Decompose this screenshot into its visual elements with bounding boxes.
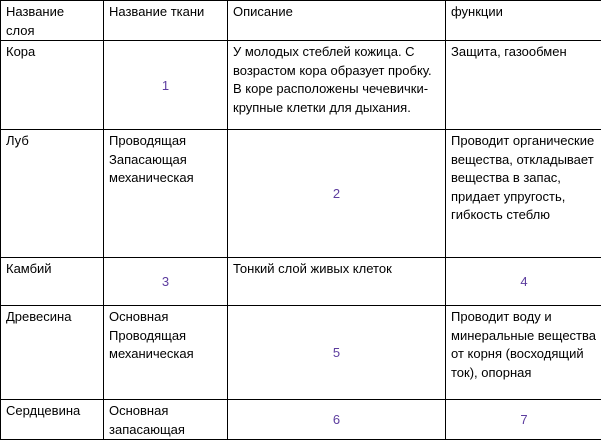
header-description: Описание (228, 1, 446, 41)
cell-functions: Проводит воду и минеральные вещества от корня (восходящий ток), опорная (446, 306, 601, 400)
cell-layer: Луб (1, 130, 104, 258)
header-tissue-name: Название ткани (104, 1, 228, 41)
cell-description-blank-number: 6 (228, 400, 446, 440)
table-row (1, 306, 601, 400)
header-functions: функции (446, 1, 601, 41)
cell-functions: Проводит органические вещества, откладывает вещества в запас, придает упругость, гибкость стеблю (446, 130, 601, 258)
cell-description: У молодых стеблей кожица. С возрастом кора образует пробку. В коре расположены чечевички- крупные клетки для дыхания. (228, 41, 446, 130)
cell-functions-blank-number: 4 (446, 258, 601, 306)
cell-tissue: Основная запасающая (104, 400, 228, 440)
cell-tissue: Основная Проводящая механическая (104, 306, 228, 400)
cell-layer: Кора (1, 41, 104, 130)
header-layer-name: Название слоя (1, 1, 104, 41)
cell-layer: Древесина (1, 306, 104, 400)
cell-layer: Сердцевина (1, 400, 104, 440)
cell-tissue: Проводящая Запасающая механическая (104, 130, 228, 258)
table-row (1, 258, 601, 306)
table-header-row (1, 1, 601, 41)
cell-description: Тонкий слой живых клеток (228, 258, 446, 306)
cell-tissue-blank-number: 3 (104, 258, 228, 306)
table-row (1, 130, 601, 258)
cell-functions: Защита, газообмен (446, 41, 601, 130)
cell-functions-blank-number: 7 (446, 400, 601, 440)
cell-tissue-blank-number: 1 (104, 41, 228, 130)
cell-description-blank-number: 2 (228, 130, 446, 258)
table-row (1, 400, 601, 440)
cell-description-blank-number: 5 (228, 306, 446, 400)
cell-layer: Камбий (1, 258, 104, 306)
table-row (1, 41, 601, 130)
